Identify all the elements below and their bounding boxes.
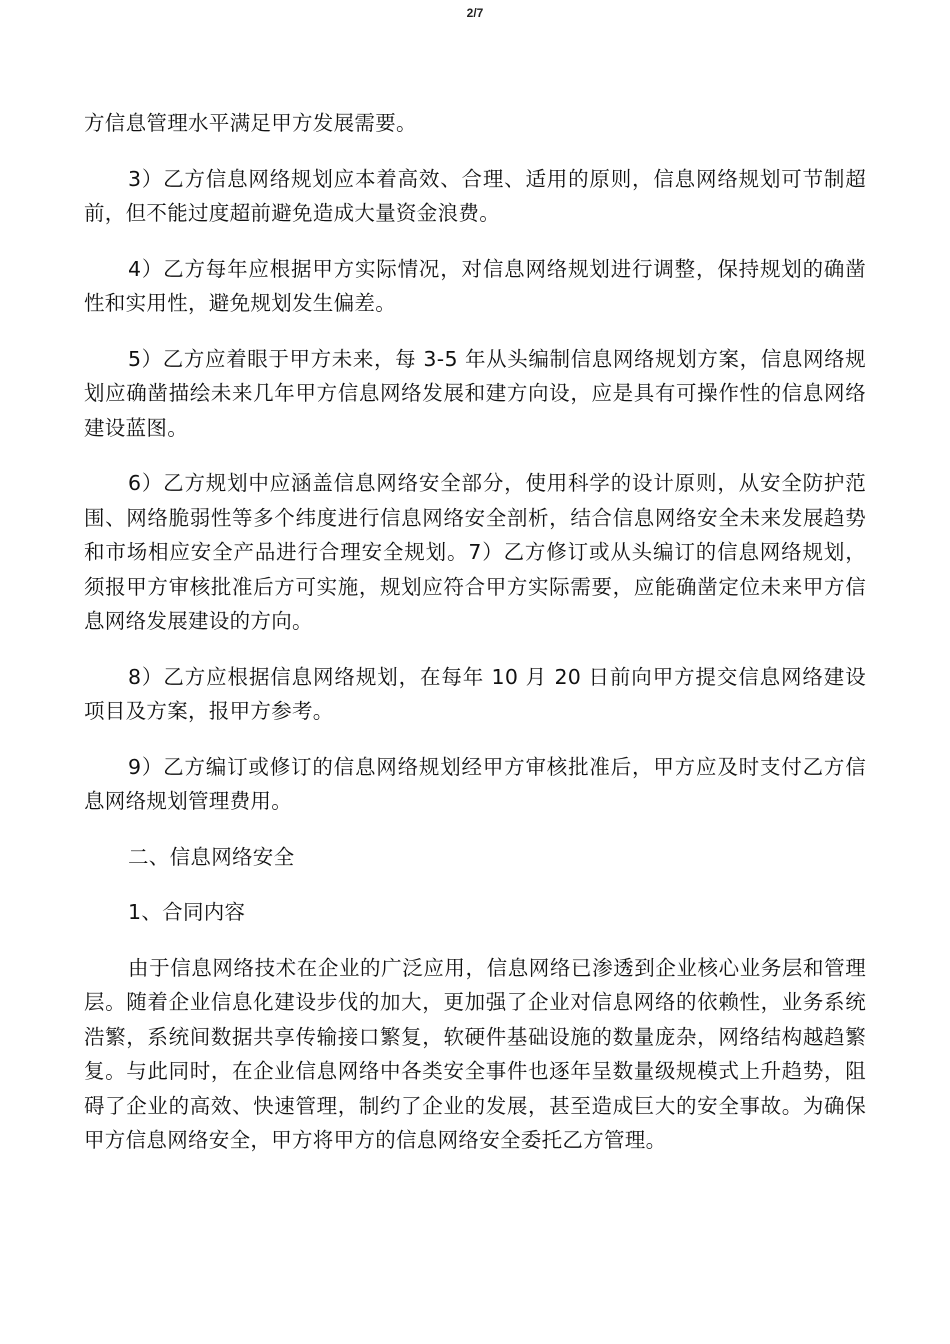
paragraph-item-4: 4）乙方每年应根据甲方实际情况，对信息网络规划进行调整，保持规划的确凿性和实用性，避免规划发生偏差。: [84, 256, 866, 315]
paragraph-item-3: 3）乙方信息网络规划应本着高效、合理、适用的原则，信息网络规划可节制超前，但不能过度超前避免造成大量资金浪费。: [84, 166, 866, 225]
section-heading: 二、信息网络安全: [128, 844, 295, 869]
paragraph-body: 由于信息网络技术在企业的广泛应用，信息网络已渗透到企业核心业务层和管理层。随着企业信息化建设步伐的加大，更加强了企业对信息网络的依赖性，业务系统浩繁，系统间数据共享传输接口繁复，软硬件基础设施的数量庞杂，网络结构越趋繁复。与此同时，在企业信息网络中各类安全事件也逐年呈数量级规模式上升趋势，阻碍了企业的高效、快速管理，制约了企业的发展，甚至造成巨大的安全事故。为确保甲方信息网络安全，甲方将甲方的信息网络安全委托乙方管理。: [84, 955, 866, 1152]
paragraph-item-9: 9）乙方编订或修订的信息网络规划经甲方审核批准后，甲方应及时支付乙方信息网络规划管理费用。: [84, 754, 866, 813]
paragraph-item-5: 5）乙方应着眼于甲方未来，每 3-5 年从头编制信息网络规划方案，信息网络规划应确凿描绘未来几年甲方信息网络发展和建方向设，应是具有可操作性的信息网络建设蓝图。: [84, 346, 866, 440]
paragraph-item-8: 8）乙方应根据信息网络规划，在每年 10 月 20 日前向甲方提交信息网络建设项目及方案，报甲方参考。: [84, 664, 866, 723]
page-number: 2/7: [466, 6, 484, 20]
subsection-heading: 1、合同内容: [128, 900, 246, 924]
paragraph-item-6-7: 6）乙方规划中应涵盖信息网络安全部分，使用科学的设计原则，从安全防护范围、网络脆弱性等多个纬度进行信息网络安全剖析，结合信息网络安全未来发展趋势和市场相应安全产品进行合理安全规划。7）乙方修订或从头编订的信息网络规划，须报甲方审核批准后方可实施，规划应符合甲方实际需要，应能确凿定位未来甲方信息网络发展建设的方向。: [84, 471, 866, 633]
paragraph-continuation: 方信息管理水平满足甲方发展需要。: [84, 111, 417, 135]
document-body: [84, 106, 866, 1158]
